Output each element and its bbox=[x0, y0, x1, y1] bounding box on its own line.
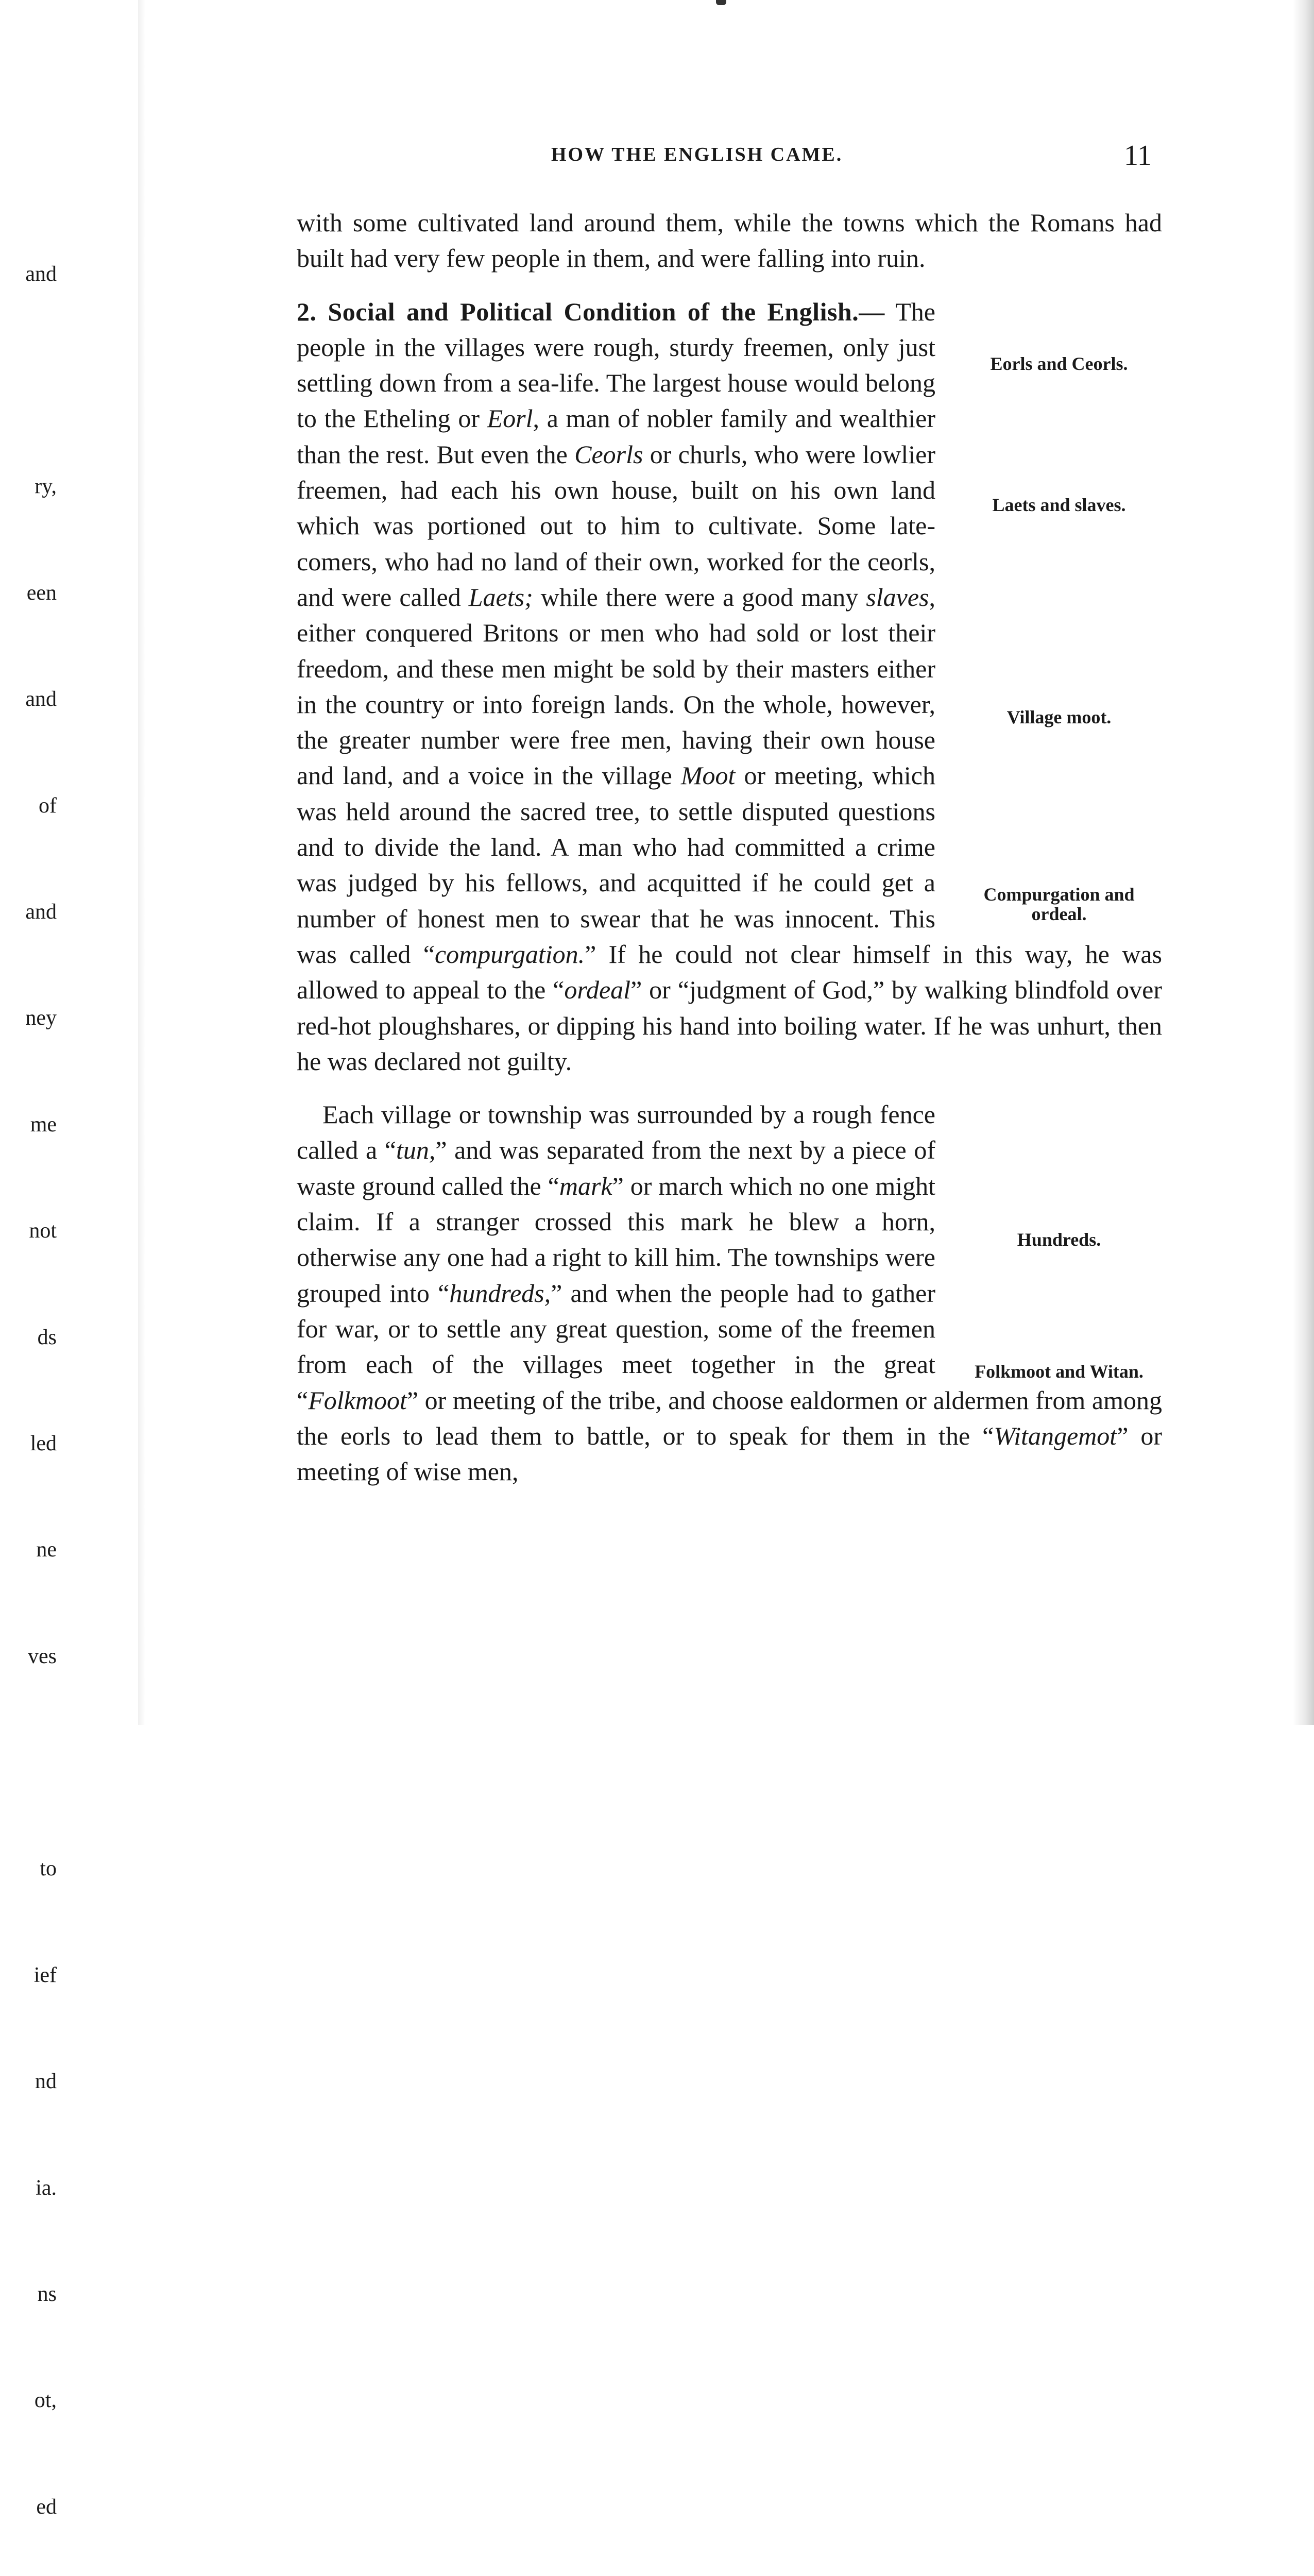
body-text bbox=[297, 205, 1162, 1489]
paragraph-gap bbox=[297, 277, 1162, 294]
paragraph-gap bbox=[297, 1079, 1162, 1097]
note-spacer bbox=[935, 294, 1162, 354]
print-mark bbox=[716, 0, 726, 5]
note-spacer bbox=[935, 1249, 1162, 1362]
paragraph-townships: Each village or township was surrounded by a rough fence called a “tun,” and was separated from the next by a piece of waste ground called the “mark” or march which no one might claim. If a stranger crossed this mark he blew a horn, otherwise any one had a right to kill him. The townships were grouped into “hundreds,” and when the people had to gather for war, or to settle any great question, some of the freemen from each of the villages meet together in the great “Folkmoot” or meeting of the tribe, and choose ealdormen or aldermen from among the eorls to lead them to battle, or to speak for them in the “Witangemot” or meeting of wise men, bbox=[297, 1100, 1163, 1486]
margin-note-hundreds: Hundreds. bbox=[1017, 1229, 1101, 1250]
margin-note-laets: Laets and slaves. bbox=[992, 494, 1126, 515]
margin-note-compurgation: Compurgation and ordeal. bbox=[983, 884, 1135, 924]
note-spacer bbox=[935, 374, 1162, 495]
margin-note-folkmoot: Folkmoot and Witan. bbox=[975, 1361, 1144, 1382]
page-number: 11 bbox=[1124, 140, 1152, 172]
page-edge bbox=[1293, 0, 1314, 1725]
note-spacer bbox=[935, 1097, 1162, 1230]
section-paragraph: 2. Social and Political Condition of the English.— The people in the villages were rough, sturdy freemen, only just settling down from a sea-life. The largest house would belong to the Etheling or Eorl, a man of nobler family and wealthier than the rest. But even the Ceorls or churls, who were lowlier freemen, had each his own house, built on his own land which was portioned out to him to cultivate. Some late-comers, who had no land of their own, worked for the ceorls, and were called Laets; while there were a good many slaves, either conquered Britons or men who had sold or lost their freedom, and these men might be sold by their masters either in the country or into foreign lands. On the whole, however, the greater number were free men, having their own house and land, and a voice in the village Moot or meeting, which was held around the sacred tree, to settle disputed questions and to divide the land. A man who had committed a crime was judged by his fellows, and acquitted if he could get a number of honest men to swear that he was innocent. This was called “compurgation.” If he could not clear himself in this way, he was allowed to appeal to the “ordeal” or “judgment of God,” by walking blindfold over red-hot ploughshares, or dipping his hand into boiling water. If he was unhurt, then he was declared not guilty. bbox=[297, 297, 1163, 1076]
running-head: HOW THE ENGLISH CAME. bbox=[551, 144, 843, 165]
note-spacer bbox=[935, 727, 1162, 885]
gutter-shadow bbox=[138, 0, 145, 1725]
note-spacer bbox=[935, 515, 1162, 707]
margin-note-eorls: Eorls and Ceorls. bbox=[990, 353, 1128, 374]
section-heading: 2. Social and Political Condition of the English.— bbox=[297, 297, 885, 326]
margin-note-moot: Village moot. bbox=[1006, 706, 1112, 727]
paragraph-continuation: with some cultivated land around them, while the towns which the Romans had built had very few people in them, and were falling into ruin. bbox=[297, 208, 1162, 273]
previous-page-fragments: and ry, een and of and ney me not ds led ne ves to ief nd ia. ns ot, ed bbox=[25, 262, 57, 2519]
